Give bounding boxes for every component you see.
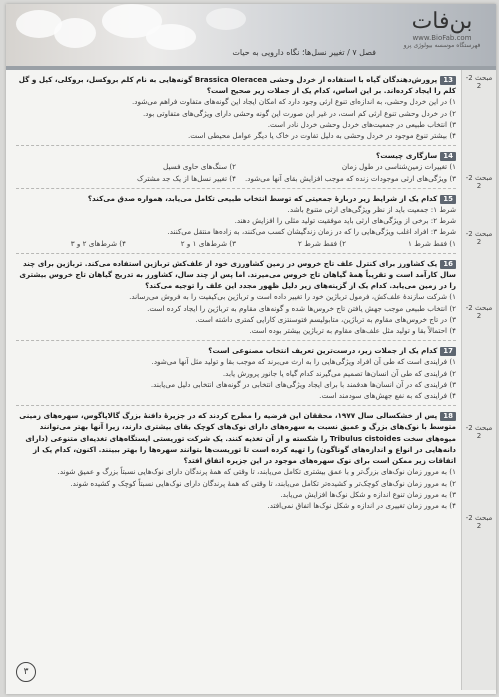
- divider: [16, 188, 456, 189]
- topic-tag: مبحث 2-2: [465, 230, 493, 246]
- question-number: 14: [440, 152, 456, 161]
- question-stem: کدام یک از شرایط زیر دربارهٔ جمعیتی که توسط انتخاب طبیعی تکامل می‌یابد، همواره صدق می‌کند؟: [87, 193, 438, 203]
- question-list: [16, 74, 456, 514]
- option[interactable]: ۲) در خردل وحشی تنوع ارثی کم است، در غیر این صورت این گونه وحشی دارای ویژگی‌های متفاوتی بود.: [143, 108, 456, 118]
- logo-subtitle: فهرستگاه موسسه بیولوژی پرو: [403, 42, 481, 49]
- option[interactable]: ۴) بیشتر تنوع موجود در خردل وحشی به دلیل تفاوت در خاک یا دیگر عوامل محیطی است.: [187, 131, 456, 141]
- option[interactable]: ۲) فقط شرط ۲: [298, 238, 346, 248]
- option[interactable]: ۳) در تاج خروس‌های مقاوم به ترباژین، متابولیسم فتوسنتزی کارایی کمتری داشته است.: [195, 314, 456, 324]
- condition: شرط ۲: برخی از ویژگی‌های ارثی باید موفقیت تولید مثلی را افزایش دهند.: [234, 216, 456, 226]
- question-number: 15: [440, 195, 456, 204]
- topic-tag: مبحث 2-2: [465, 424, 493, 440]
- option[interactable]: ۳) شرط‌های ۱ و ۲: [180, 238, 236, 248]
- topic-tag: مبحث 2-2: [465, 74, 493, 90]
- question-18: [16, 410, 456, 511]
- topic-tag: مبحث 2-2: [465, 514, 493, 530]
- logo-mark: بن‌فات: [411, 9, 473, 34]
- option[interactable]: ۴) فرایندی که به نفع جهش‌های سودمند است.: [319, 391, 456, 401]
- option[interactable]: ۱) شرکت سازندهٔ علف‌کش، فرمول ترباژین خود را تغییر داده است و ترباژین بی‌کیفیت را به فروش می‌رساند.: [129, 292, 456, 302]
- question-number: 17: [440, 347, 456, 356]
- header-banner: [6, 4, 496, 66]
- question-13: [16, 74, 456, 141]
- question-stem: یک کشاورز برای کنترل علف تاج خروس در زمین کشاورزی خود از علف‌کش ترباژین استفاده می‌کند. ترباژین برای چند سال کارآمد است و تقریباً همهٔ گیاهان تاج خروس می‌میرند. اما پس از چند سال، کشاورز به تدریج گیاهان تاج خروس بیشتری را در زمین می‌یابد. کدام یک از گزینه‌های زیر دلیل ظهور مجدد این علف را توجیه می‌کند؟: [19, 258, 456, 291]
- divider: [16, 405, 456, 406]
- option[interactable]: ۴) شرط‌های ۲ و ۳: [70, 238, 126, 248]
- question-number: 13: [440, 76, 456, 85]
- question-17: [16, 345, 456, 401]
- question-stem: پس از خشکسالی سال ۱۹۷۷، محققان این فرضیه را مطرح کردند که در جزیرهٔ دافنهٔ بزرگ گالاپاگوس، سهره‌های زمینی متوسط با نوک‌های بزرگ و عمیق نسبت به سهره‌های دارای نوک‌های کوچک بقای بیشتری دارند، زیرا آنها بهتر می‌توانند میوه‌های سخت Tribulus cistoides را شکسته و از آن تغذیه کنند. یک شرکت توریستی ایستگاه‌های تغذیه‌ای متنوعی (دارای دانه‌هایی در انواع و اندازه‌های گوناگون) را تهیه کرده است تا توریست‌ها بتوانند سهره‌ها را بهتر ببینند. اکنون، کدام یک از اتفاقات زیر ممکن است برای نوک سهره‌های موجود در این جزیره اتفاق افتد؟: [19, 411, 456, 466]
- option[interactable]: ۲) به مرور زمان نوک‌های کوچک‌تر و کشیده‌تر تکامل می‌یابند، تا وقتی که همهٔ پرندگان دارای نوک‌هایی نسبتاً کوچک و کشیده شوند.: [70, 478, 456, 488]
- option[interactable]: ۱) فقط شرط ۱: [408, 238, 456, 248]
- divider: [16, 253, 456, 254]
- question-stem: سازگاری چیست؟: [376, 151, 438, 161]
- option[interactable]: ۲) سنگ‌های حاوی فسیل: [163, 162, 236, 172]
- topic-tag: مبحث 2-2: [465, 304, 493, 320]
- question-14: [16, 150, 456, 184]
- divider: [16, 340, 456, 341]
- divider: [16, 145, 456, 146]
- chapter-title: فصل ۷ / تغییر نسل‌ها؛ نگاه دارویی به حیات: [232, 48, 376, 57]
- book-page: [6, 4, 496, 694]
- option[interactable]: ۲) انتخاب طبیعی موجب جهش یافتن تاج خروس‌ها شده و گونه‌های مقاوم به ترباژین را ایجاد کرده است.: [147, 303, 456, 313]
- option[interactable]: ۳) فرایندی که در آن انسان‌ها هدفمند با برای ایجاد ویژگی‌های انتخابی در گونه‌های انتخابی دلیل می‌یابند.: [150, 379, 456, 389]
- question-15: [16, 193, 456, 249]
- question-number: 16: [440, 260, 456, 269]
- option[interactable]: ۱) به مرور زمان نوک‌های بزرگ‌تر و با عمق بیشتری تکامل می‌یابند، تا وقتی که همهٔ پرندگان دارای نوک‌هایی نسبتاً بزرگ و عمیق شوند.: [57, 467, 456, 477]
- condition: شرط ۱: جمعیت باید از نظر ویژگی‌های ارثی متنوع باشد.: [287, 205, 456, 215]
- brand-logo: [402, 10, 482, 49]
- orchid-petal: [54, 18, 96, 48]
- question-stem: کدام یک از جملات زیر، درست‌ترین تعریف انتخاب مصنوعی است؟: [208, 346, 438, 356]
- topic-tag: مبحث 2-2: [465, 174, 493, 190]
- option[interactable]: ۴) تغییر نسل‌ها از یک جد مشترک: [137, 173, 236, 183]
- option[interactable]: ۱) فرایندی است که طی آن افراد ویژگی‌هایی را به ارث می‌برند که موجب بقا و تولید مثل آنها می‌شود.: [151, 357, 456, 367]
- option[interactable]: ۳) انتخاب طبیعی در جمعیت‌های خردل وحشی خردل نادر است.: [267, 119, 456, 129]
- topic-margin: [461, 70, 496, 690]
- option[interactable]: ۴) احتمالاً بقا و تولید مثل علف‌های مقاوم به ترباژین بیشتر بوده است.: [249, 326, 456, 336]
- option[interactable]: ۳) ویژگی‌های ارثی موجودات زنده که موجب افزایش بقای آنها می‌شود.: [244, 173, 456, 183]
- orchid-petal: [206, 8, 246, 30]
- question-stem: پرورش‌دهندگان گیاه با استفاده از خردل وحشی Brassica Oleracea گونه‌هایی به نام کلم بروکسل، بروکلی، کیل و گل کلم را ایجاد کرده‌اند. بر این اساس، کدام یک از جملات زیر صحیح است؟: [18, 75, 456, 96]
- logo-url: www.BioFab.com: [412, 34, 472, 42]
- option[interactable]: ۲) فرایندی که طی آن انسان‌ها تصمیم می‌گیرند کدام گیاه یا جانور پرورش یابد.: [222, 368, 456, 378]
- orchid-petal: [146, 24, 196, 50]
- header-divider: [6, 66, 496, 70]
- option[interactable]: ۳) به مرور زمان تنوع اندازه و شکل نوک‌ها افزایش می‌یابد.: [280, 489, 456, 499]
- option[interactable]: ۱) تغییرات زمین‌شناسی در طول زمان: [341, 162, 456, 172]
- condition: شرط ۳: افراد اغلب ویژگی‌هایی را که در زمان زندگیشان کسب می‌کنند، به زاده‌ها منتقل می‌کنند.: [167, 227, 456, 237]
- question-number: 18: [440, 412, 456, 421]
- page-number: ۳: [16, 662, 36, 682]
- option[interactable]: ۴) به مرور زمان تغییری در اندازه و شکل نوک‌ها اتفاق نمی‌افتد.: [267, 500, 456, 510]
- question-16: [16, 258, 456, 336]
- option[interactable]: ۱) در این خردل وحشی، به اندازه‌ای تنوع ارثی وجود دارد که امکان ایجاد این گونه‌های متفاوت فراهم می‌شود.: [132, 97, 456, 107]
